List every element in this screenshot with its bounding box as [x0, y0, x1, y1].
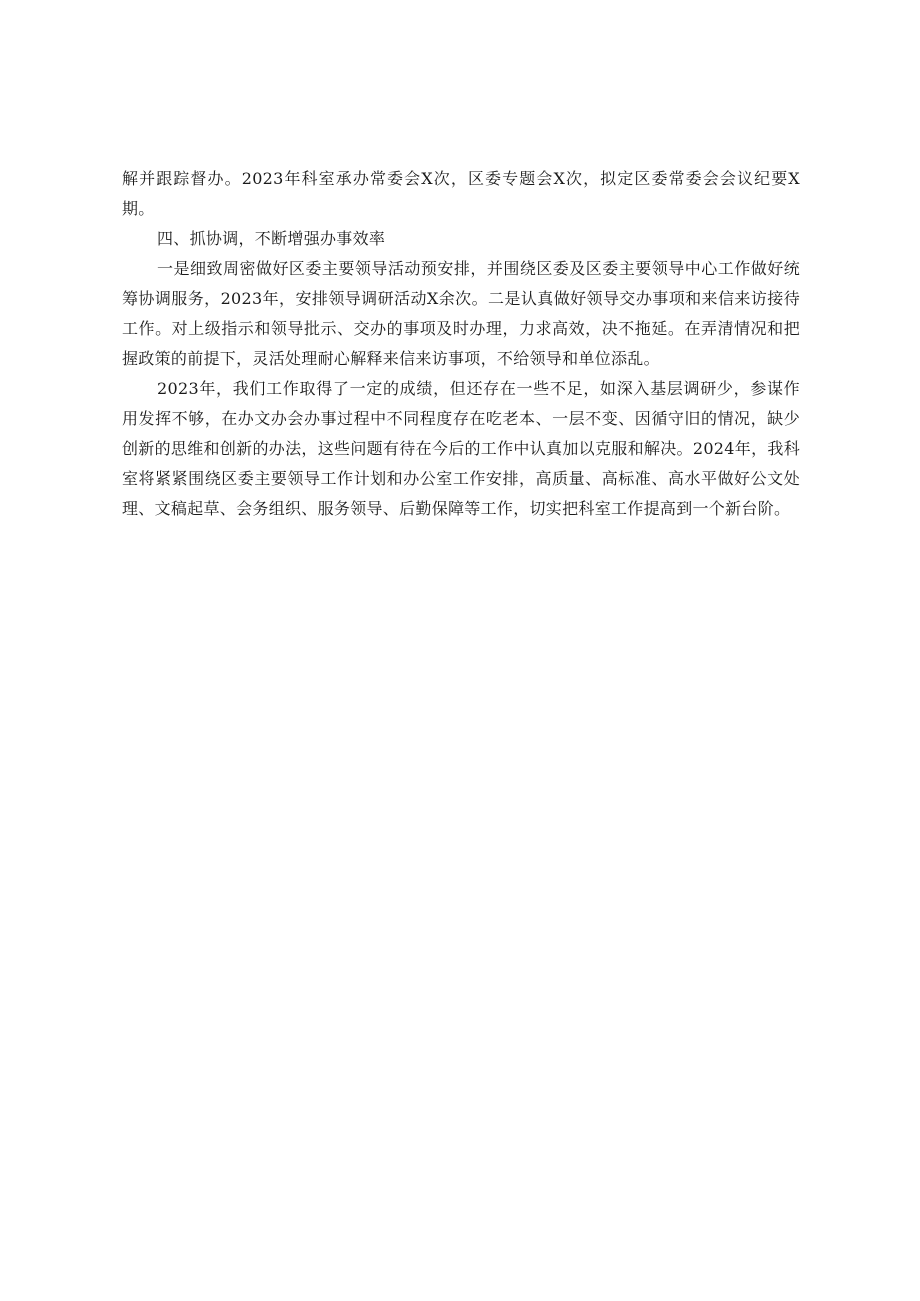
paragraph-summary: 2023年，我们工作取得了一定的成绩，但还存在一些不足，如深入基层调研少，参谋作用发挥不够，在办文办会办事过程中不同程度存在吃老本、一层不变、因循守旧的情况，缺少创新的思维和创新的办法，这些问题有待在今后的工作中认真加以克服和解决。2024年，我科室将紧紧围绕区委主要领导工作计划和办公室工作安排，高质量、高标准、高水平做好公文处理、文稿起草、会务组织、服务领导、后勤保障等工作，切实把科室工作提高到一个新台阶。	[122, 379, 800, 518]
paragraph-coordination: 一是细致周密做好区委主要领导活动预安排，并围绕区委及区委主要领导中心工作做好统筹协调服务，2023年，安排领导调研活动X余次。二是认真做好领导交办事项和来信来访接待工作。对上级指示和领导批示、交办的事项及时办理，力求高效，决不拖延。在弄清情况和把握政策的前提下，灵活处理耐心解释来信来访事项，不给领导和单位添乱。	[122, 259, 800, 368]
section-heading-coordination: 四、抓协调，不断增强办事效率	[157, 229, 386, 248]
document-body	[122, 164, 800, 524]
paragraph-continuation: 解并跟踪督办。2023年科室承办常委会X次，区委专题会X次，拟定区委常委会会议纪要X期。	[122, 169, 800, 218]
